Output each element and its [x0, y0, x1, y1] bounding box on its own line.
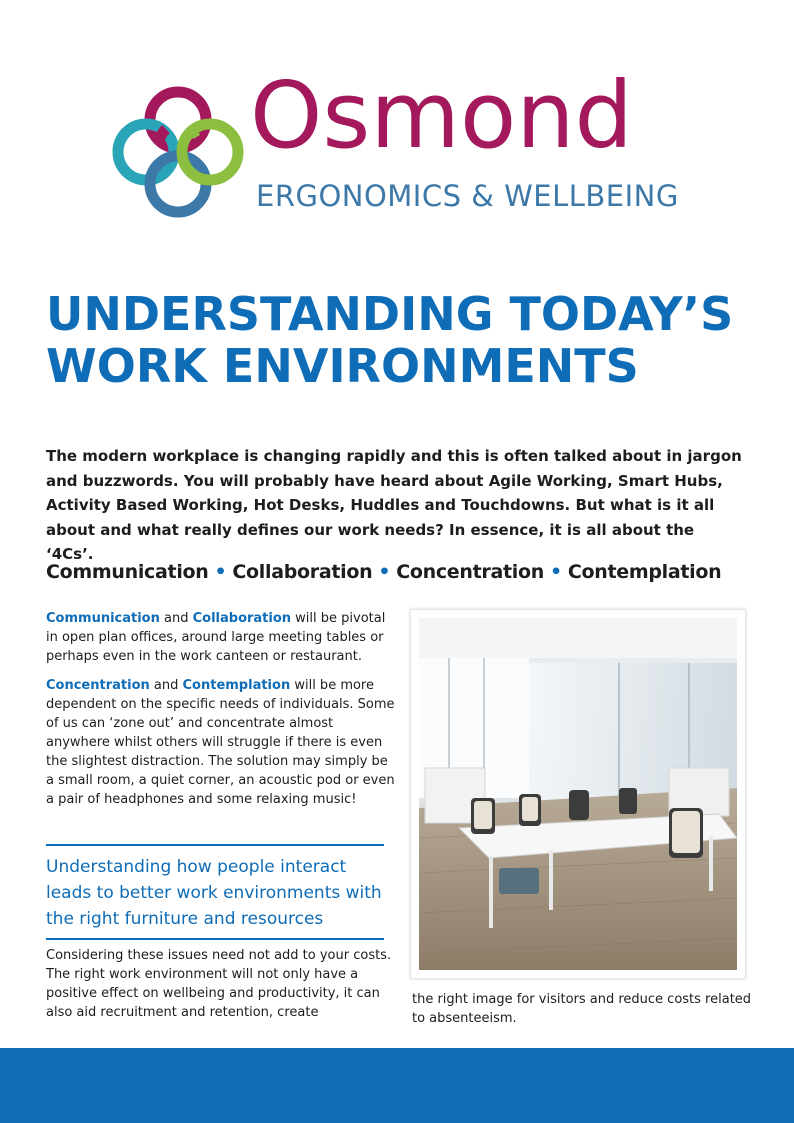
four-cs-item: Concentration [396, 561, 544, 583]
costs-paragraph-continued: the right image for visitors and reduce costs related to absenteeism. [412, 992, 752, 1026]
callout-box [46, 844, 384, 940]
joiner-text: and [159, 611, 193, 626]
concentration-paragraph [46, 676, 396, 809]
brand-name: Osmond [250, 62, 633, 169]
four-cs-item: Communication [46, 561, 209, 583]
paragraph-text: will be more dependent on the specific needs of individuals. Some of us can ‘zone out’ and concentrate almost anywhere whilst others will struggle if there is even the slightest distraction. The solution may simply be a small room, a quiet corner, an acoustic pod or even a pair of headphones and some relaxing music! [46, 678, 395, 807]
costs-paragraph: Considering these issues need not add to your costs. The right work environment will not only have a positive effect on wellbeing and productivity, it can also aid recruitment and retention, create [46, 948, 392, 1020]
office-photo-frame [410, 609, 746, 979]
four-cs-item: Contemplation [567, 561, 722, 583]
highlight-term: Contemplation [182, 678, 291, 693]
brand-tagline: ERGONOMICS & WELLBEING [256, 179, 679, 213]
interlocking-rings-logo-icon [108, 82, 248, 222]
communication-paragraph [46, 609, 396, 666]
footer-bar [0, 1048, 794, 1123]
page-title [46, 288, 766, 392]
joiner-text: and [149, 678, 183, 693]
highlight-term: Concentration [46, 678, 150, 693]
paragraph-text: will be pivotal in open plan offices, around large meeting tables or perhaps even in the work canteen or restaurant. [46, 611, 386, 664]
brand-logo [108, 62, 679, 222]
callout-text: Understanding how people interact leads to better work environments with the right furniture and resources [46, 857, 382, 929]
highlight-term: Communication [46, 611, 160, 626]
four-cs-item: Collaboration [232, 561, 373, 583]
callout-divider-bottom [46, 938, 384, 940]
highlight-term: Collaboration [192, 611, 292, 626]
four-cs-line [46, 561, 721, 583]
intro-paragraph: The modern workplace is changing rapidly and this is often talked about in jargon and buzzwords. You will probably have heard about Agile Working, Smart Hubs, Activity Based Working, Hot Desks, Huddles and Touchdowns. But what is it all about and what really defines our work needs? In essence, it is all about the ‘4Cs’. [46, 447, 742, 563]
bullet-separator: • [378, 561, 391, 583]
bullet-separator: • [549, 561, 562, 583]
open-plan-office-photo [419, 618, 737, 970]
bullet-separator: • [214, 561, 227, 583]
page-title-line-1: UNDERSTANDING TODAY’S [46, 287, 734, 341]
page-title-line-2: WORK ENVIRONMENTS [46, 339, 639, 393]
